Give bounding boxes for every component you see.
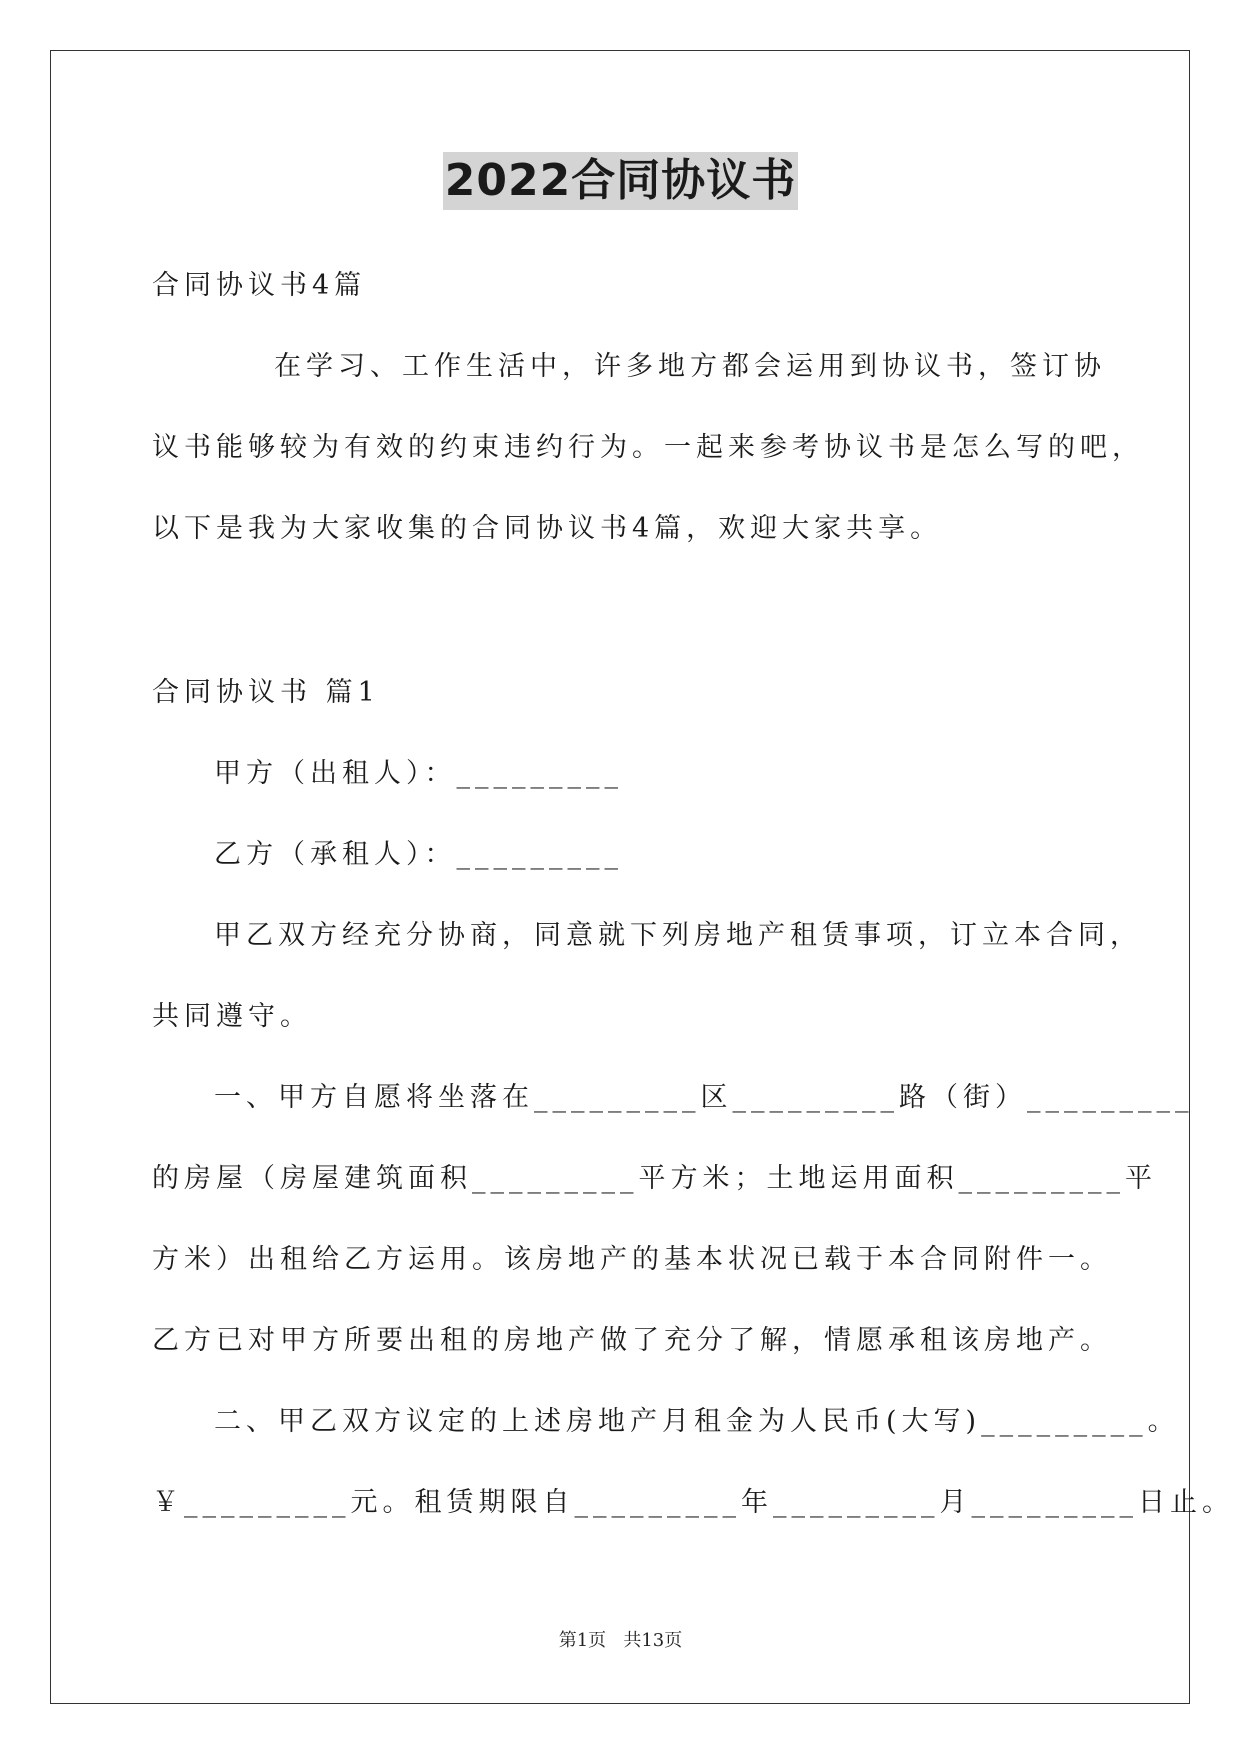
paragraph-line: 议书能够较为有效的约束违约行为。一起来参考协议书是怎么写的吧，	[152, 432, 1144, 463]
party-b-line: 乙方（承租人）：_________	[214, 839, 623, 870]
clause-line: 二、甲乙双方议定的上述房地产月租金为人民币(大写)_________。	[214, 1406, 1180, 1437]
clause-line: 方米）出租给乙方运用。该房地产的基本状况已载于本合同附件一。	[152, 1244, 1112, 1275]
paragraph-line: 以下是我为大家收集的合同协议书4篇，欢迎大家共享。	[152, 513, 943, 544]
clause-line: 乙方已对甲方所要出租的房地产做了充分了解，情愿承租该房地产。	[152, 1325, 1112, 1356]
party-a-line: 甲方（出租人）：_________	[214, 758, 623, 789]
clause-line: 的房屋（房屋建筑面积_________平方米；土地运用面积_________平	[152, 1163, 1157, 1194]
page-footer: 第1页 共13页	[558, 1630, 683, 1651]
title-container	[0, 152, 1241, 210]
subtitle-line: 合同协议书4篇	[152, 270, 367, 301]
paragraph-line: 共同遵守。	[152, 1001, 312, 1032]
clause-line: ￥_________元。租赁期限自_________年_________月_________日止。	[152, 1487, 1234, 1518]
paragraph-line: 甲乙双方经充分协商，同意就下列房地产租赁事项，订立本合同，	[214, 920, 1142, 951]
document-title: 2022合同协议书	[443, 152, 798, 210]
section-heading: 合同协议书 篇1	[152, 677, 380, 708]
paragraph-line: 在学习、工作生活中，许多地方都会运用到协议书，签订协	[274, 351, 1106, 382]
clause-line: 一、甲方自愿将坐落在_________区_________路（街）_________	[214, 1082, 1194, 1113]
